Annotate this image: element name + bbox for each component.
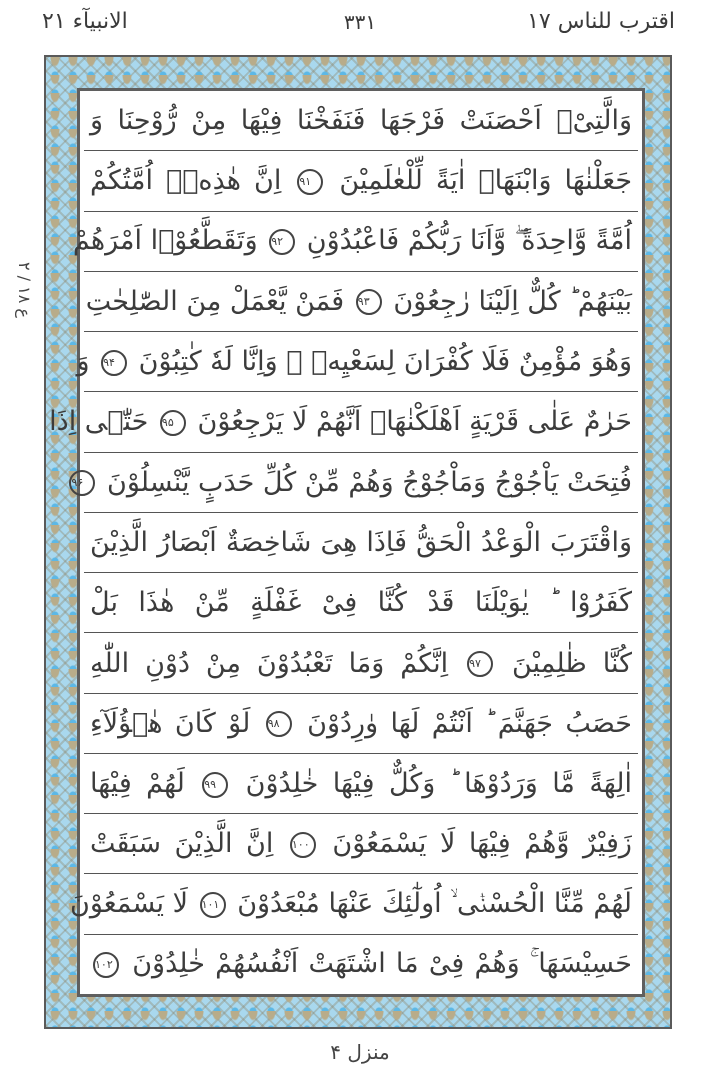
verse-text xyxy=(90,768,632,799)
verse-segment: وَالَّتِیْۤ اَحْصَنَتْ فَرْجَهَا فَنَفَخْنَا فِیْهَا مِنْ رُّوْحِنَا وَ xyxy=(90,105,632,137)
juz-name: اقترب للناس ۱۷ xyxy=(527,9,675,34)
verse-line xyxy=(49,392,638,452)
ayah-number-marker: ۹۶ xyxy=(69,470,95,496)
verse-segment: لَهُمْ فِیْهَا xyxy=(90,768,200,800)
verse-line xyxy=(71,453,638,513)
verse-line xyxy=(84,573,638,633)
verse-text xyxy=(90,165,632,196)
verse-segment: فُتِحَتْ یَاْجُوْجُ وَمَاْجُوْجُ وَهُمْ مِّنْ كُلِّ حَدَبٍ یَّنْسِلُوْنَ xyxy=(98,466,632,498)
verse-segment: بَیْنَهُمْ ؕ كُلٌّ اِلَیْنَا رٰجِعُوْنَ xyxy=(384,285,632,317)
verse-segment: حَسِیْسَهَا ۚ وَهُمْ فِیْ مَا اشْتَهَتْ اَنْفُسُهُمْ خٰلِدُوْنَ xyxy=(122,948,632,980)
verse-line xyxy=(84,935,638,994)
verse-segment: اِنَّ الَّذِیْنَ سَبَقَتْ xyxy=(90,828,287,860)
ayah-number-marker: ۹۲ xyxy=(269,229,295,255)
ayah-number-marker: ۹۹ xyxy=(202,772,228,798)
verse-segment: حَصَبُ جَهَنَّمَ ؕ اَنْتُمْ لَهَا وٰرِدُوْنَ xyxy=(294,707,632,739)
ayah-number-marker: ۹۴ xyxy=(101,350,127,376)
surah-name: الانبیآء ۲۱ xyxy=(42,9,128,34)
verse-segment: اٰلِهَةً مَّا وَرَدُوْهَا ؕ وَكُلٌّ فِیْهَا خٰلِدُوْنَ xyxy=(231,768,632,800)
verse-segment: وَتَقَطَّعُوْۤا اَمْرَهُمْ xyxy=(72,225,267,257)
ayah-number-marker: ۹۷ xyxy=(467,651,493,677)
verse-text xyxy=(90,648,632,679)
ayah-number-marker: ۹۳ xyxy=(356,289,382,315)
verse-line xyxy=(70,874,638,934)
verse-line xyxy=(84,272,638,332)
verse-segment: حَرٰمٌ عَلٰی قَرْیَةٍ اَهْلَكْنٰهَاۤ اَنَّهُمْ لَا یَرْجِعُوْنَ xyxy=(188,406,632,438)
page-number: ۳۳۱ xyxy=(343,10,377,34)
verse-line xyxy=(84,513,638,573)
verse-segment: اِنَّ هٰذِهٖۤ اُمَّتُكُمْ xyxy=(90,165,295,197)
verse-lines xyxy=(49,91,638,994)
verse-segment: لَا یَسْمَعُوْنَ xyxy=(70,888,197,920)
verse-text xyxy=(49,406,632,438)
text-panel xyxy=(49,88,645,997)
verse-text xyxy=(72,225,632,257)
verse-segment: كُنَّا ظٰلِمِیْنَ xyxy=(496,647,632,679)
verse-segment: اِنَّكُمْ وَمَا تَعْبُدُوْنَ مِنْ دُوْنِ اللّٰهِ xyxy=(90,647,465,679)
verse-line xyxy=(84,814,638,874)
verse-line xyxy=(84,91,638,151)
verse-segment: وَهُوَ مُؤْمِنٌ فَلَا كُفْرَانَ لِسَعْیِهٖ ۚ وَاِنَّا لَهٗ كٰتِبُوْنَ xyxy=(130,346,632,378)
verse-text xyxy=(76,346,632,378)
verse-segment: كَفَرُوْا ؕ یٰوَیْلَنَا قَدْ كُنَّا فِیْ غَفْلَةٍ مِّنْ هٰذَا بَلْ xyxy=(90,587,632,619)
verse-line xyxy=(76,332,638,392)
verse-segment: وَاقْتَرَبَ الْوَعْدُ الْحَقُّ فَاِذَا هِیَ شَاخِصَةٌ اَبْصَارُ الَّذِیْنَ xyxy=(90,526,632,558)
verse-line xyxy=(84,754,638,814)
ruku-marker: ع ۱۸ / ۲ xyxy=(15,262,34,318)
verse-text xyxy=(70,888,632,920)
manzil-label: منزل ۴ xyxy=(330,1040,390,1064)
verse-line xyxy=(72,212,638,272)
verse-segment: حَتّٰۤی اِذَا xyxy=(49,406,157,438)
verse-segment: فَمَنْ یَّعْمَلْ مِنَ الصّٰلِحٰتِ xyxy=(85,285,353,317)
verse-text xyxy=(90,828,632,859)
verse-segment: زَفِیْرٌ وَّهُمْ فِیْهَا لَا یَسْمَعُوْنَ xyxy=(318,828,632,860)
verse-segment: وَ xyxy=(76,346,99,378)
ayah-number-marker: ۱۰۱ xyxy=(200,892,226,918)
verse-line xyxy=(84,151,638,211)
verse-line xyxy=(84,633,638,693)
verse-segment: لَهُمْ مِّنَّا الْحُسْنٰۤی ۙ اُولٰٓئِكَ عَنْهَا مُبْعَدُوْنَ xyxy=(228,888,632,920)
ayah-number-marker: ۹۵ xyxy=(160,410,186,436)
verse-segment: جَعَلْنٰهَا وَابْنَهَاۤ اٰیَةً لِّلْعٰلَمِیْنَ xyxy=(326,165,633,197)
verse-line xyxy=(84,694,638,754)
verse-segment: لَوْ كَانَ هٰۤؤُلَآءِ xyxy=(90,707,263,739)
verse-text xyxy=(85,285,632,317)
ayah-number-marker: ۱۰۰ xyxy=(290,832,316,858)
verse-text xyxy=(90,587,632,618)
page-header xyxy=(0,4,720,44)
ayah-number-marker: ۹۱ xyxy=(297,169,323,195)
ayah-number-marker: ۹۸ xyxy=(266,711,292,737)
verse-text xyxy=(71,466,632,498)
verse-segment: اُمَّةً وَّاحِدَةً ۖ وَّاَنَا رَبُّكُمْ فَاعْبُدُوْنِ xyxy=(298,225,632,257)
ornamental-border xyxy=(44,55,672,1029)
verse-text xyxy=(90,527,632,558)
verse-text xyxy=(90,105,632,136)
verse-text xyxy=(90,948,632,980)
verse-text xyxy=(90,708,632,739)
ayah-number-marker: ۱۰۲ xyxy=(93,952,119,978)
